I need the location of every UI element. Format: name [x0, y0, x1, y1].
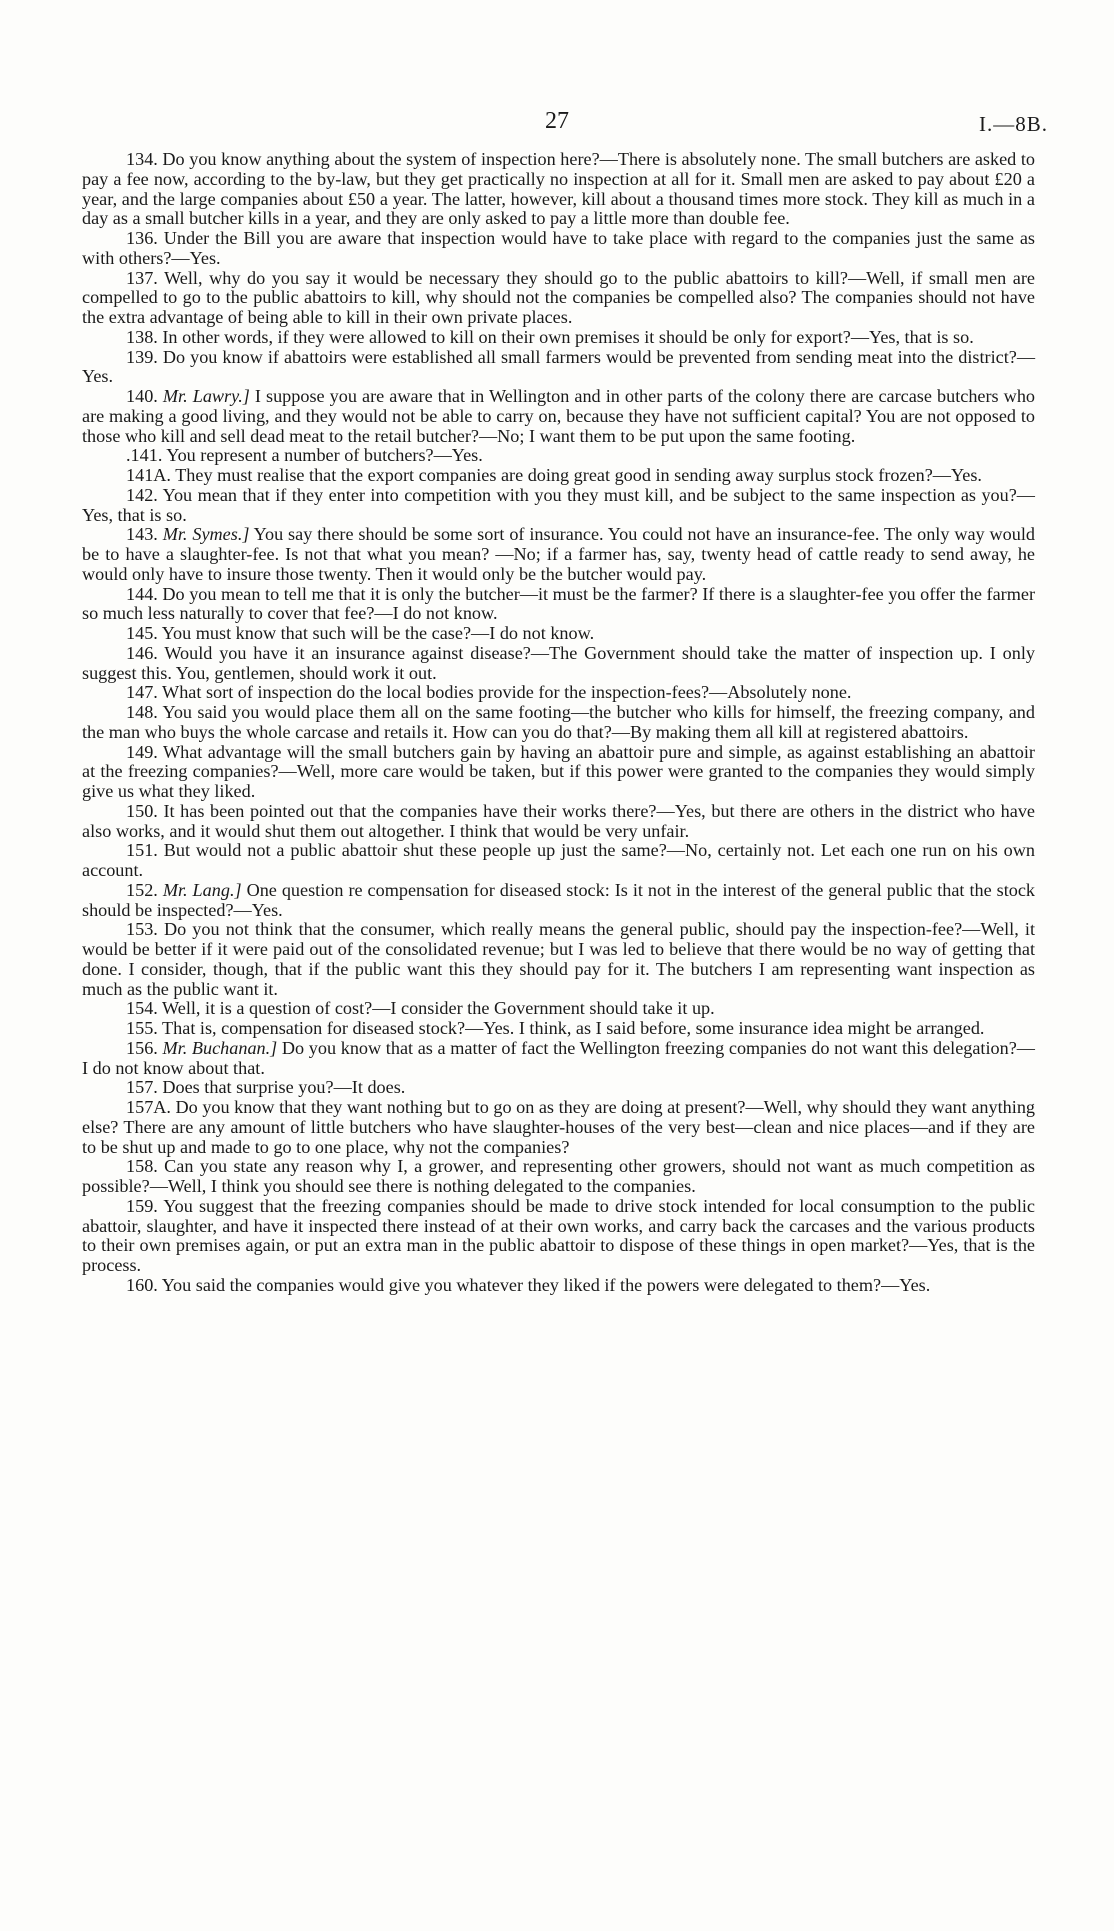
- question-answer-text: Under the Bill you are aware that inspection would have to take place with regard to the companies just the same as with others?—Yes.: [82, 228, 1035, 268]
- question-number: 150.: [126, 800, 158, 821]
- question-answer-text: Do you mean to tell me that it is only the butcher—it must be the farmer? If there is a slaughter-fee you offer the farmer so much less naturally to cover that fee?—I do not know.: [82, 583, 1036, 624]
- question-number: 140.: [126, 386, 158, 406]
- question-number: 143.: [126, 524, 158, 545]
- page-number: 27: [545, 108, 569, 134]
- question-number: 134.: [126, 149, 158, 169]
- question-answer-text: Would you have it an insurance against disease?—The Government should take the matter of inspection up. I only suggest this. You, gentlemen, should work it out.: [82, 642, 1035, 683]
- testimony-paragraph: [82, 269, 1035, 328]
- question-answer-text: But would not a public abattoir shut these people up just the same?—No, certainly not. Let each one run on his own account.: [82, 840, 1035, 880]
- question-answer-text: Well, why do you say it would be necessary they should go to the public abattoirs to kill?—Well, if small men are compelled to go to the public abattoirs to kill, why should not the companies be compelled also? The companies should not have the extra advantage of being able to kill in their own private places.: [82, 267, 1035, 327]
- testimony-paragraph: [82, 348, 1035, 388]
- question-number: 149.: [126, 741, 158, 762]
- question-number: 157.: [126, 1077, 158, 1098]
- testimony-paragraph: [82, 387, 1035, 446]
- question-answer-text: You represent a number of butchers?—Yes.: [166, 445, 483, 466]
- testimony-body: [82, 150, 1035, 1296]
- question-number: 155.: [126, 1018, 158, 1038]
- question-answer-text: You said you would place them all on the same footing—the butcher who kills for himself, the freezing company, and the man who buys the whole carcase and retails it. How can you do that?—By making them all kill at registered abattoirs.: [82, 702, 1035, 742]
- question-answer-text: You must know that such will be the case?—I do not know.: [161, 623, 595, 643]
- testimony-paragraph: [82, 624, 1035, 644]
- question-number: 153.: [126, 919, 158, 940]
- testimony-paragraph: [82, 229, 1035, 269]
- testimony-paragraph: [82, 446, 1035, 466]
- testimony-paragraph: [82, 881, 1035, 921]
- question-answer-text: You say there should be some sort of insurance. You could not have an insurance-fee. The only way would be to have a slaughter-fee. Is not that what you mean? —No; if a farmer has, say, twenty head of cattle ready to send away, he would only have to insure those twenty. Then it would only be the butcher would pay.: [82, 524, 1035, 584]
- question-number: 146.: [126, 642, 158, 663]
- question-number: 151.: [126, 840, 158, 861]
- question-answer-text: One question re compensation for diseased stock: Is it not in the interest of the general public that the stock should be inspected?—Yes.: [82, 879, 1036, 920]
- speaker-name: Mr. Symes.]: [162, 524, 250, 545]
- question-answer-text: You said the companies would give you whatever they liked if the powers were delegated to them?—Yes.: [161, 1274, 931, 1295]
- question-answer-text: They must realise that the export companies are doing great good in sending away surplus stock frozen?—Yes.: [175, 465, 982, 485]
- testimony-paragraph: [82, 1197, 1035, 1276]
- testimony-paragraph: [82, 841, 1035, 881]
- question-answer-text: It has been pointed out that the companies have their works there?—Yes, but there are others in the district who have also works, and it would shut them out altogether. I think that would be very unfair.: [82, 800, 1036, 841]
- question-number: 141A.: [126, 465, 171, 485]
- question-number: 136.: [126, 228, 158, 248]
- question-answer-text: What advantage will the small butchers gain by having an abattoir pure and simple, as against establishing an abattoir at the freezing companies?—Well, more care would be taken, but if this power were granted to the companies they would simply give us what they liked.: [82, 741, 1035, 801]
- question-number: 160.: [126, 1274, 158, 1295]
- question-number: 141.: [130, 445, 163, 466]
- testimony-paragraph: [82, 585, 1035, 625]
- question-answer-text: Well, it is a question of cost?—I consider the Government should take it up.: [162, 998, 715, 1019]
- testimony-paragraph: [82, 486, 1035, 526]
- testimony-paragraph: [82, 920, 1035, 999]
- speaker-name: Mr. Lawry.]: [162, 386, 250, 406]
- question-answer-text: In other words, if they were allowed to kill on their own premises it should be only for export?—Yes, that is so.: [162, 326, 974, 347]
- question-number: 157A.: [126, 1097, 171, 1117]
- question-number: 156.: [126, 1037, 158, 1058]
- question-number: 158.: [126, 1156, 158, 1177]
- question-answer-text: Do you know that they want nothing but to go on as they are doing at present?—Well, why should they want anything else? There are any amount of little butchers who have slaughter-houses of the very best—clean and nice places—and if they are to be shut up and made to go to one place, why not the companies?: [82, 1097, 1036, 1157]
- question-number: 154.: [126, 998, 158, 1019]
- testimony-paragraph: [82, 999, 1035, 1019]
- testimony-paragraph: [82, 1039, 1035, 1079]
- testimony-paragraph: [82, 1098, 1035, 1157]
- paragraph-prefix: .: [126, 445, 131, 466]
- testimony-paragraph: [82, 1157, 1035, 1197]
- testimony-paragraph: [82, 743, 1035, 802]
- testimony-paragraph: [82, 1078, 1035, 1098]
- question-number: 152.: [126, 879, 158, 900]
- question-answer-text: Do you not think that the consumer, which really means the general public, should pay the inspection-fee?—Well, it would be better if it were paid out of the consolidated revenue; but I was led to believe that there would be no way of getting that done. I consider, though, that if the public want this they should pay for it. The butchers I am representing want inspection as much as the public want it.: [82, 919, 1035, 999]
- speaker-name: Mr. Buchanan.]: [162, 1037, 278, 1058]
- document-reference: I.—8B.: [979, 112, 1048, 136]
- question-number: 137.: [126, 267, 158, 288]
- question-number: 142.: [126, 484, 158, 505]
- question-answer-text: You suggest that the freezing companies should be made to drive stock intended for local consumption to the public abattoir, slaughter, and have it inspected there instead of at their own works, and carry back the carcases and the various products to their own premises again, or put an extra man in the public abattoir to dispose of these things in open market?—Yes, that is the process.: [82, 1195, 1035, 1275]
- question-number: 144.: [126, 583, 158, 604]
- testimony-paragraph: [82, 683, 1035, 703]
- testimony-paragraph: [82, 466, 1035, 486]
- testimony-paragraph: [82, 1019, 1035, 1039]
- question-number: 145.: [126, 623, 158, 643]
- question-number: 159.: [126, 1195, 158, 1216]
- question-answer-text: Does that surprise you?—It does.: [162, 1077, 406, 1098]
- question-answer-text: That is, compensation for diseased stock?—Yes. I think, as I said before, some insurance idea might be arranged.: [162, 1018, 985, 1038]
- question-answer-text: I suppose you are aware that in Wellington and in other parts of the colony there are carcase butchers who are making a good living, and they would not be able to carry on, because they have not sufficient capital? You are not opposed to those who kill and sell dead meat to the retail butcher?—No; I want them to be put upon the same footing.: [82, 386, 1036, 446]
- testimony-paragraph: [82, 703, 1035, 743]
- question-number: 148.: [126, 702, 158, 722]
- question-answer-text: Can you state any reason why I, a grower, and representing other growers, should not want as much competition as possible?—Well, I think you should see there is nothing delegated to the companies.: [82, 1156, 1035, 1196]
- question-number: 138.: [126, 326, 158, 347]
- question-answer-text: Do you know anything about the system of inspection here?—There is absolutely none. The small butchers are asked to pay a fee now, according to the by-law, but they get practically no inspection at all for it. Small men are asked to pay about £20 a year, and the large companies about £50 a year. The latter, however, kill about a thousand times more stock. They kill as much in a day as a small butcher kills in a year, and they are only asked to pay a little more than double fee.: [82, 149, 1036, 229]
- testimony-paragraph: [82, 328, 1035, 348]
- question-number: 139.: [126, 346, 158, 367]
- testimony-paragraph: [82, 525, 1035, 584]
- question-answer-text: Do you know that as a matter of fact the Wellington freezing companies do not want this delegation?—I do not know about that.: [82, 1037, 1035, 1078]
- question-answer-text: You mean that if they enter into competition with you they must kill, and be subject to the same inspection as you?—Yes, that is so.: [82, 484, 1035, 525]
- testimony-paragraph: [82, 1276, 1035, 1296]
- question-number: 147.: [126, 682, 158, 703]
- testimony-paragraph: [82, 802, 1035, 842]
- testimony-paragraph: [82, 644, 1035, 684]
- question-answer-text: Do you know if abattoirs were established all small farmers would be prevented from sending meat into the district?—Yes.: [82, 346, 1036, 387]
- testimony-paragraph: [82, 150, 1035, 229]
- speaker-name: Mr. Lang.]: [162, 879, 242, 900]
- question-answer-text: What sort of inspection do the local bodies provide for the inspection-fees?—Absolutely none.: [162, 682, 852, 703]
